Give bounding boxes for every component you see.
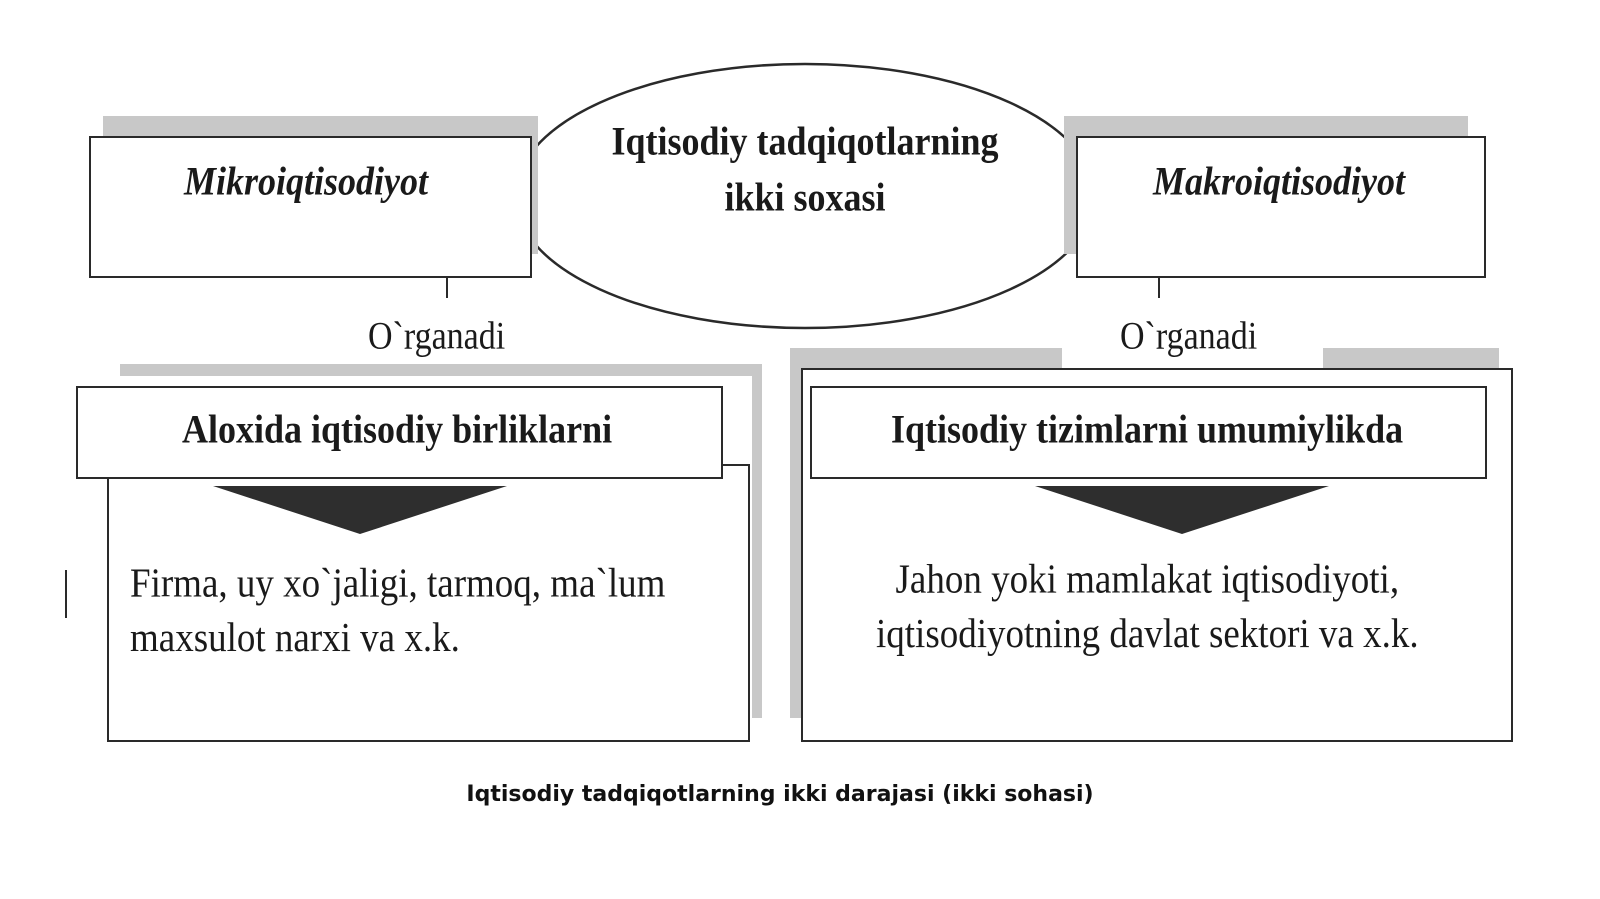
left-body-line1: Firma, uy xo`jaligi, tarmoq, ma`lum [130, 560, 666, 607]
left-heading: Aloxida iqtisodiy birliklarni [182, 406, 613, 452]
right-group-shadow-top-right [1323, 348, 1499, 368]
right-group-shadow-left [790, 348, 801, 718]
center-title [555, 113, 1055, 225]
right-connector [1158, 278, 1160, 298]
mikro-title: Mikroiqtisodiyot [184, 158, 429, 204]
left-body-text [130, 556, 665, 666]
right-group-shadow-top-left [790, 348, 1062, 368]
left-link-label: O`rganadi [368, 315, 506, 358]
left-group-shadow-right [752, 364, 762, 718]
center-title-line2: ikki soxasi [724, 174, 886, 220]
left-down-arrow-icon [210, 484, 510, 536]
center-title-line1: Iqtisodiy tadqiqotlarning [611, 118, 999, 164]
right-link-label: O`rganadi [1120, 315, 1258, 358]
right-body-text [876, 552, 1419, 662]
left-body-line2: maxsulot narxi va x.k. [130, 615, 460, 662]
right-body-line2: iqtisodiyotning davlat sektori va x.k. [876, 611, 1419, 658]
figure-caption: Iqtisodiy tadqiqotlarning ikki darajasi (ikki sohasi) [466, 782, 1094, 807]
left-margin-bar [65, 570, 67, 618]
left-connector [446, 278, 448, 298]
right-down-arrow-icon [1032, 484, 1332, 536]
makro-title: Makroiqtisodiyot [1153, 158, 1406, 204]
right-heading: Iqtisodiy tizimlarni umumiylikda [891, 406, 1404, 452]
left-group-shadow-top [120, 364, 762, 376]
right-body-line1: Jahon yoki mamlakat iqtisodiyoti, [895, 556, 1400, 603]
